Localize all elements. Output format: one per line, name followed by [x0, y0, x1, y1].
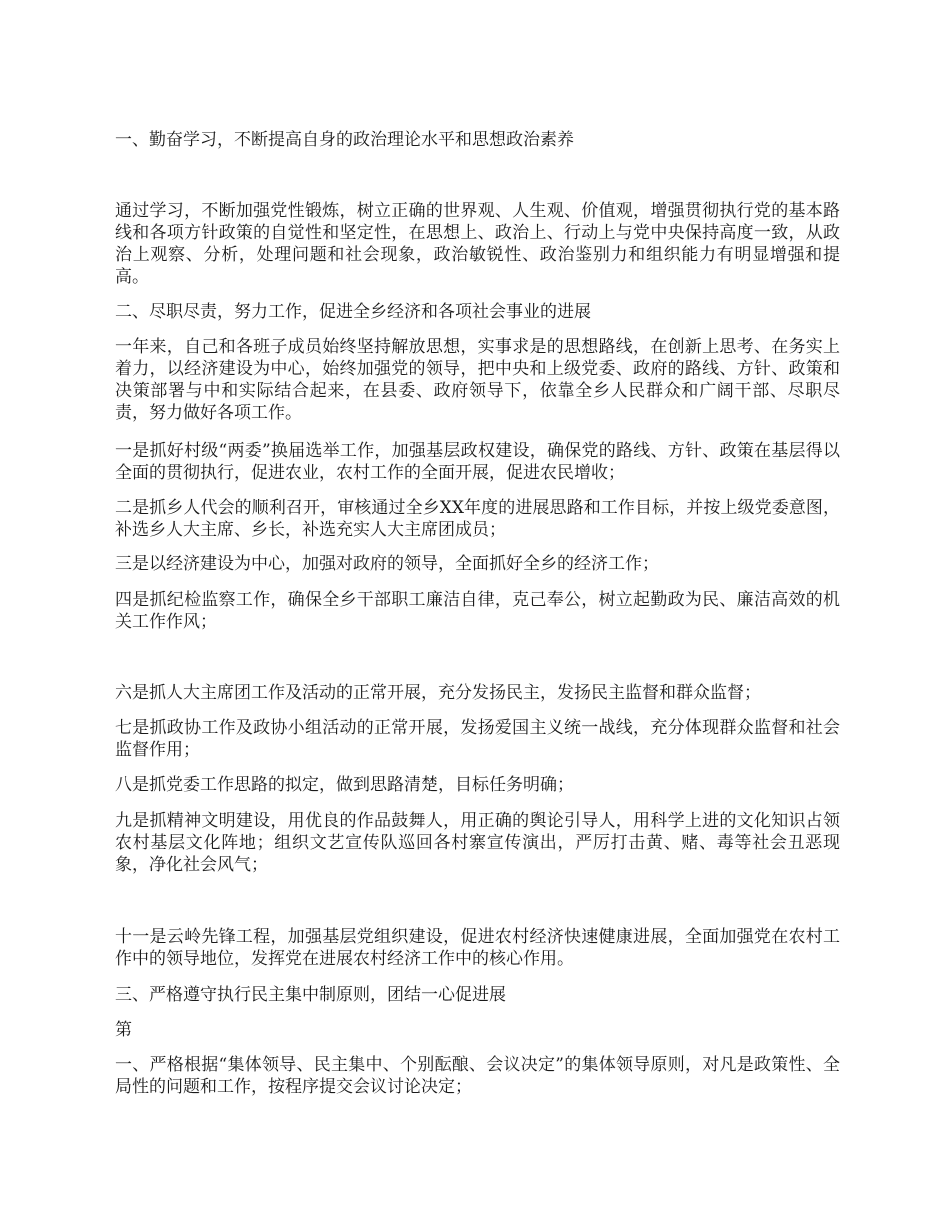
paragraph-item-4: 四是抓纪检监察工作，确保全乡干部职工廉洁自律，克己奉公，树立起勤政为民、廉洁高效的机关工作作风； [115, 590, 840, 632]
paragraph-item-7: 七是抓政协工作及政协小组活动的正常开展，发扬爱国主义统一战线，充分体现群众监督和社会监督作用； [115, 718, 840, 760]
paragraph-item-2: 二是抓乡人代会的顺利召开，审核通过全乡XX年度的进展思路和工作目标，并按上级党委意图，补选乡人大主席、乡长，补选充实人大主席团成员； [115, 498, 840, 540]
paragraph-item-11: 十一是云岭先锋工程，加强基层党组织建设，促进农村经济快速健康进展，全面加强党在农村工作中的领导地位，发挥党在进展农村经济工作中的核心作用。 [115, 927, 840, 969]
heading-section-3: 三、严格遵守执行民主集中制原则，团结一心促进展 [115, 985, 506, 1005]
paragraph-item-8: 八是抓党委工作思路的拟定，做到思路清楚，目标任务明确； [115, 775, 574, 795]
heading-section-1: 一、勤奋学习，不断提高自身的政治理论水平和思想政治素养 [115, 130, 574, 150]
paragraph-study: 通过学习，不断加强党性锻炼，树立正确的世界观、人生观、价值观，增强贯彻执行党的基本路线和各项方针政策的自觉性和坚定性，在思想上、政治上、行动上与党中央保持高度一致，从政治上观察、分析，处理问题和社会现象，政治敏锐性、政治鉴别力和组织能力有明显增强和提高。 [115, 201, 840, 287]
paragraph-di: 第 [115, 1020, 132, 1040]
paragraph-item-3: 三是以经济建设为中心，加强对政府的领导，全面抓好全乡的经济工作； [115, 554, 659, 574]
paragraph-item-1: 一是抓好村级“两委”换届选举工作，加强基层政权建设，确保党的路线、方针、政策在基层得以全面的贯彻执行，促进农业，农村工作的全面开展，促进农民增收； [115, 441, 840, 483]
paragraph-year-summary: 一年来，自己和各班子成员始终坚持解放思想，实事求是的思想路线，在创新上思考、在务实上着力，以经济建设为中心，始终加强党的领导，把中央和上级党委、政府的路线、方针、政策和决策部署与中和实际结合起来，在县委、政府领导下，依靠全乡人民群众和广阔干部、尽职尽责，努力做好各项工作。 [115, 337, 840, 423]
paragraph-item-9: 九是抓精神文明建设，用优良的作品鼓舞人，用正确的舆论引导人，用科学上进的文化知识占领农村基层文化阵地；组织文艺宣传队巡回各村寨宣传演出，严厉打击黄、赌、毒等社会丑恶现象，净化社会风气； [115, 811, 840, 875]
heading-section-2: 二、尽职尽责，努力工作，促进全乡经济和各项社会事业的进展 [115, 302, 591, 322]
paragraph-item-6: 六是抓人大主席团工作及活动的正常开展，充分发扬民主，发扬民主监督和群众监督； [115, 683, 761, 703]
paragraph-collective-leadership: 一、严格根据“集体领导、民主集中、个别酝酿、会议决定”的集体领导原则，对凡是政策性、全局性的问题和工作，按程序提交会议讨论决定； [115, 1055, 840, 1097]
